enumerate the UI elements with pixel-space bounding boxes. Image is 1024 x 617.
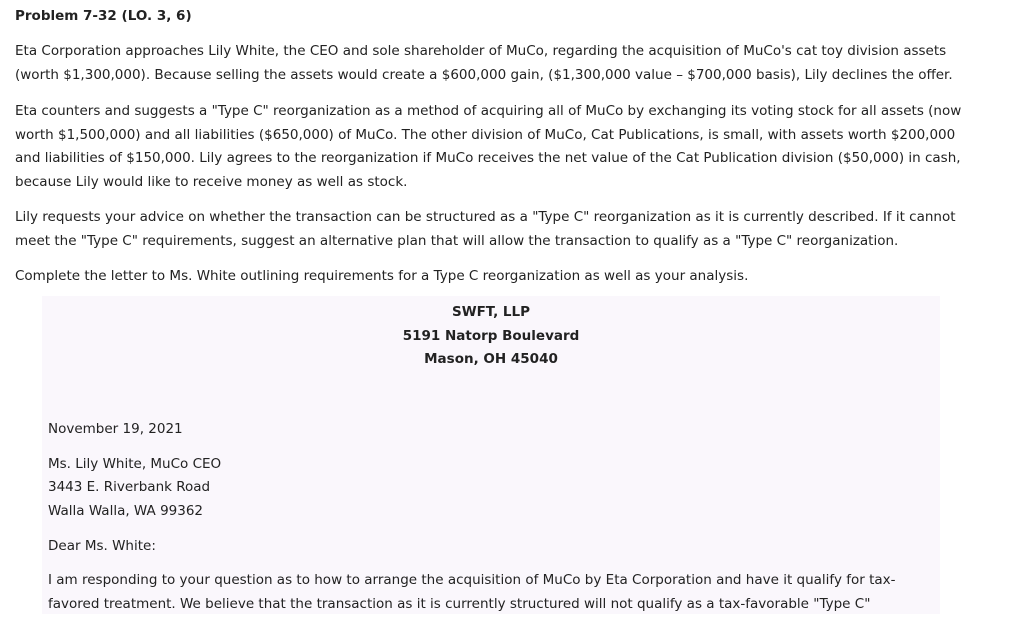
problem-title: Problem 7-32 (LO. 3, 6) <box>15 8 192 24</box>
letter-salutation: Dear Ms. White: <box>48 538 156 554</box>
letter-date: November 19, 2021 <box>48 421 183 437</box>
letterhead-firm: SWFT, LLP <box>451 304 531 320</box>
paragraph-line: because Lily would like to receive money as well as stock. <box>15 173 408 190</box>
paragraph-offer <box>15 40 1015 87</box>
paragraph-line: worth $1,500,000) and all liabilities ($650,000) of MuCo. The other division of MuCo, Cat Publications, is small, with assets worth $200,000 <box>15 126 956 143</box>
paragraph-line: and liabilities of $150,000. Lily agrees to the reorganization if MuCo receives the net value of the Cat Publication division ($50,000) in cash, <box>15 150 961 166</box>
paragraph-counter-offer <box>15 100 1015 194</box>
recipient-name: Ms. Lily White, MuCo CEO <box>48 456 222 472</box>
paragraph-line: Lily requests your advice on whether the transaction can be structured as a "Type C" reorganization as it is currently described. If it cannot <box>15 209 956 225</box>
paragraph-line: Complete the letter to Ms. White outlining requirements for a Type C reorganization as well as your analysis. <box>15 268 749 284</box>
paragraph-request <box>15 206 1015 253</box>
recipient-city: Walla Walla, WA 99362 <box>48 503 204 519</box>
paragraph-line: (worth $1,300,000). Because selling the assets would create a $600,000 gain, ($1,300,000 value – $700,000 basis), Lily declines the offer. <box>15 66 953 83</box>
paragraph-instruction <box>15 265 1015 289</box>
paragraph-line: Eta Corporation approaches Lily White, the CEO and sole shareholder of MuCo, regarding the acquisition of MuCo's cat toy division assets <box>15 43 947 59</box>
letter-body-line: favored treatment. We believe that the transaction as it is currently structured will not qualify as a tax-favorable "Type C" <box>48 596 871 612</box>
letterhead-street: 5191 Natorp Boulevard <box>402 328 580 344</box>
paragraph-line: Eta counters and suggests a "Type C" reorganization as a method of acquiring all of MuCo by exchanging its voting stock for all assets (now <box>15 103 962 119</box>
letterhead-city: Mason, OH 45040 <box>424 351 558 367</box>
paragraph-line: meet the "Type C" requirements, suggest an alternative plan that will allow the transaction to qualify as a "Type C" reorganization. <box>15 232 899 249</box>
letter-body-line: I am responding to your question as to how to arrange the acquisition of MuCo by Eta Corporation and have it qualify for tax- <box>48 572 896 588</box>
letter-panel <box>42 296 940 614</box>
recipient-street: 3443 E. Riverbank Road <box>48 479 211 495</box>
